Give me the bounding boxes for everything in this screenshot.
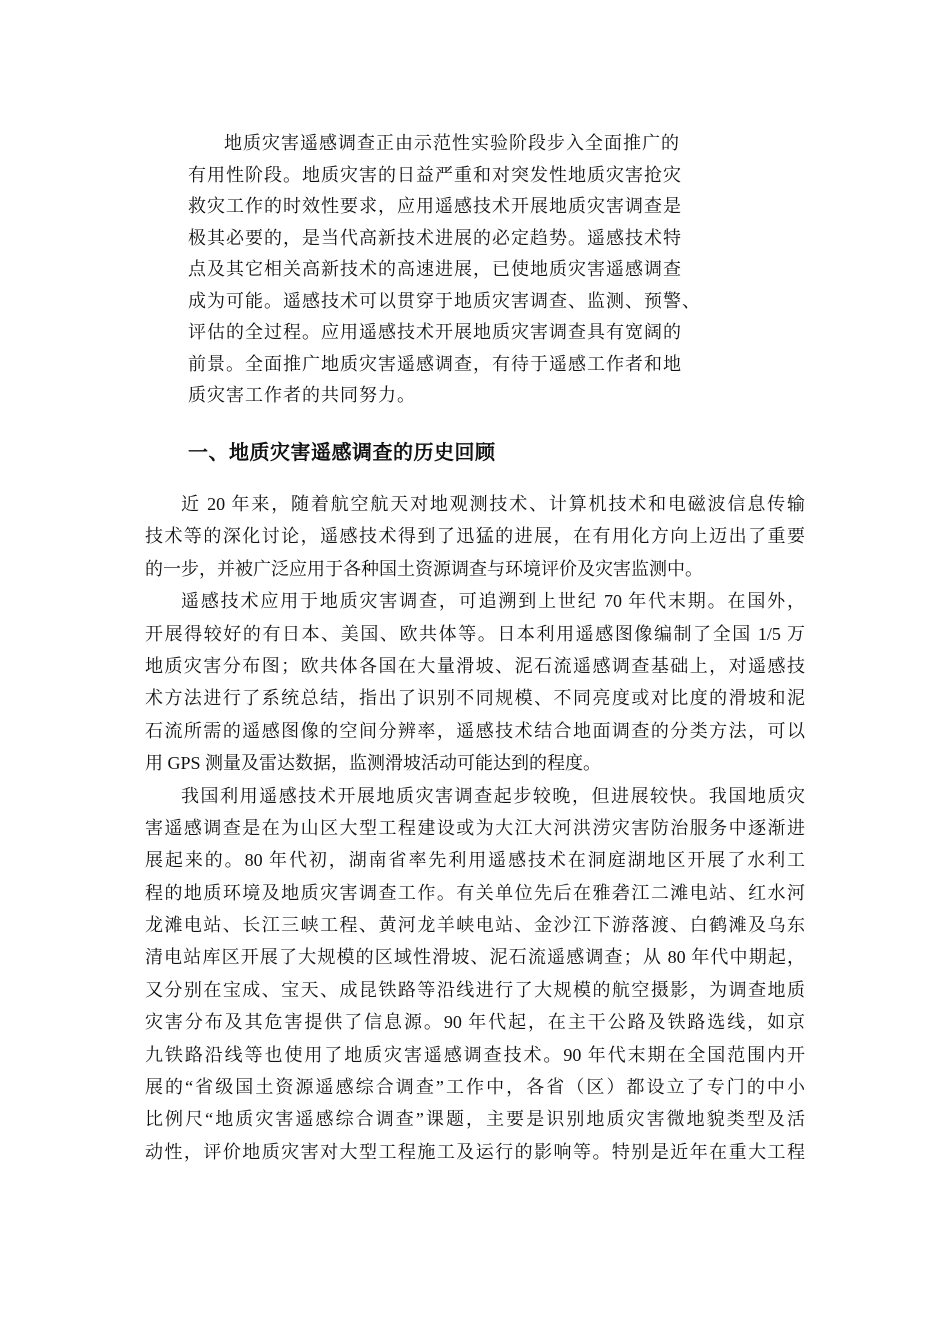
abstract-block: [188, 128, 728, 412]
body-line: 技术等的深化讨论，遥感技术得到了迅猛的进展，在有用化方向上迈出了重要: [145, 526, 805, 547]
body-line: 遥感技术应用于地质灾害调查，可追溯到上世纪 70 年代末期。在国外，: [181, 591, 805, 612]
body-line: 又分别在宝成、宝天、成昆铁路等沿线进行了大规模的航空摄影，为调查地质: [145, 979, 805, 1000]
abstract-line: 前景。全面推广地质灾害遥感调查，有待于遥感工作者和地: [188, 353, 682, 375]
body-line: 地质灾害分布图；欧共体各国在大量滑坡、泥石流遥感调查基础上，对遥感技: [145, 655, 805, 676]
body-line: 程的地质环境及地质灾害调查工作。有关单位先后在雅砻江二滩电站、红水河: [145, 882, 805, 903]
body-line: 害遥感调查是在为山区大型工程建设或为大江大河洪涝灾害防治服务中逐渐进: [145, 817, 805, 838]
body-line: 开展得较好的有日本、美国、欧共体等。日本利用遥感图像编制了全国 1/5 万: [145, 623, 805, 644]
body-line: 石流所需的遥感图像的空间分辨率，遥感技术结合地面调查的分类方法，可以: [145, 720, 805, 741]
body-line: 比例尺“地质灾害遥感综合调查”课题，主要是识别地质灾害微地貌类型及活: [145, 1109, 805, 1130]
body-line: 动性，评价地质灾害对大型工程施工及运行的影响等。特别是近年在重大工程: [145, 1141, 805, 1162]
abstract-line: 地质灾害遥感调查正由示范性实验阶段步入全面推广的: [224, 133, 680, 154]
section-heading: 一、地质灾害遥感调查的历史回顾: [188, 440, 496, 464]
abstract-line: 成为可能。遥感技术可以贯穿于地质灾害调查、监测、预警、: [188, 290, 701, 312]
abstract-line: 评估的全过程。应用遥感技术开展地质灾害调查具有宽阔的: [188, 322, 682, 343]
body-line: 九铁路沿线等也使用了地质灾害遥感调查技术。90 年代末期在全国范围内开: [145, 1044, 805, 1065]
body-line: 清电站库区开展了大规模的区域性滑坡、泥石流遥感调查；从 80 年代中期起，: [145, 947, 805, 968]
abstract-line: 点及其它相关高新技术的高速进展，已使地质灾害遥感调查: [188, 259, 682, 280]
body-line: 灾害分布及其危害提供了信息源。90 年代起，在主干公路及铁路选线，如京: [145, 1012, 805, 1033]
body-line: 展起来的。80 年代初，湖南省率先利用遥感技术在洞庭湖地区开展了水利工: [145, 850, 805, 871]
abstract-line: 救灾工作的时效性要求，应用遥感技术开展地质灾害调查是: [188, 196, 682, 217]
body-line: 的一步，并被广泛应用于各种国土资源调查与环境评价及灾害监测中。: [145, 558, 703, 579]
body-line: 用 GPS 测量及雷达数据，监测滑坡活动可能达到的程度。: [145, 753, 602, 774]
body-line: 我国利用遥感技术开展地质灾害调查起步较晚，但进展较快。我国地质灾: [181, 785, 805, 806]
body-line: 术方法进行了系统总结，指出了识别不同规模、不同亮度或对比度的滑坡和泥: [145, 688, 805, 709]
body-text: [145, 488, 805, 1168]
body-line: 近 20 年来，随着航空航天对地观测技术、计算机技术和电磁波信息传输: [181, 494, 805, 514]
abstract-line: 极其必要的，是当代高新技术进展的必定趋势。遥感技术特: [188, 227, 682, 249]
abstract-line: 有用性阶段。地质灾害的日益严重和对突发性地质灾害抢灾: [188, 164, 682, 186]
abstract-line: 质灾害工作者的共同努力。: [188, 385, 416, 406]
body-line: 龙滩电站、长江三峡工程、黄河龙羊峡电站、金沙江下游落渡、白鹤滩及乌东: [145, 915, 805, 936]
body-line: 展的“省级国土资源遥感综合调查”工作中，各省（区）都设立了专门的中小: [145, 1077, 805, 1098]
